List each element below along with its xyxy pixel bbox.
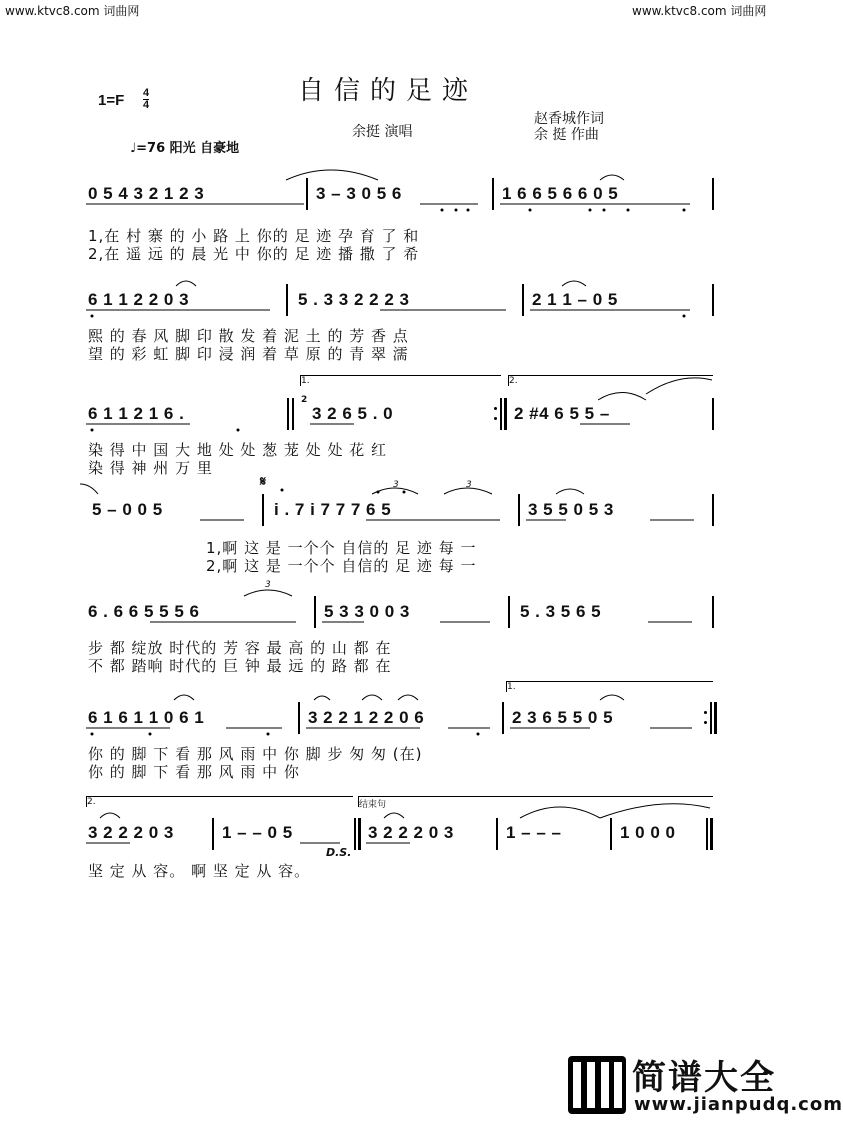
row7-lyric: 坚 定 从 容。 啊 坚 定 从 容。 [88, 862, 311, 880]
row6-bar2-notes: 3 2 2 1 2 2 0 6 [308, 708, 425, 727]
row2-lyric-verse1: 熙 的 春 风 脚 印 散 发 着 泥 土 的 芳 香 点 [88, 327, 409, 345]
header-left: www.ktvc8.com 词曲网 [5, 4, 140, 18]
row5-bar2-notes: 5 3 3 0 0 3 [324, 602, 410, 621]
logo-title: 简谱大全 [632, 1058, 776, 1098]
tie-arc [600, 804, 710, 818]
row3-lyric-verse1: 染 得 中 国 大 地 处 处 葱 茏 处 处 花 红 [88, 441, 387, 459]
volta-second-label: 2. [509, 376, 518, 386]
row2-bar1-notes: 6 1 1 2 2 0 3 [88, 290, 190, 309]
row1-bar2-notes: 3 – 3 0 5 6 [316, 184, 402, 203]
row1-lyric-verse2: 2,在 遥 远 的 晨 光 中 你的 足 迹 播 撒 了 希 [88, 245, 420, 263]
row6-lyric-verse2: 你 的 脚 下 看 那 风 雨 中 你 [88, 763, 300, 781]
segno-sign: 𝄋 [260, 474, 267, 490]
lyricist-credit: 赵香城作词 [534, 111, 604, 127]
row6-bar1-notes: 6 1 6 1 1 0 6 1 [88, 708, 205, 727]
row2-bar2-notes: 5 . 3 3 2 2 2 3 [298, 290, 410, 309]
octave-dot [477, 733, 480, 736]
octave-dot [149, 733, 152, 736]
octave-dot [403, 491, 406, 494]
triplet-mark: 3 [393, 480, 399, 490]
octave-dot [377, 491, 380, 494]
song-title: 自信的足迹 [298, 76, 479, 106]
slur-arc [600, 695, 624, 700]
site-logo [568, 1048, 843, 1118]
tempo-marking: ♩=76 阳光 自豪地 [130, 141, 240, 156]
tie-arc [286, 170, 378, 180]
volta-first-label: 1. [301, 376, 310, 386]
row3-bar2-notes: 3 2 6 5 . 0 [312, 404, 394, 423]
slur-arc [562, 281, 586, 286]
slur-arc [314, 696, 330, 700]
octave-dot [91, 315, 94, 318]
row7-bar3-notes: 3 2 2 2 0 3 [368, 823, 454, 842]
row1-lyric-verse1: 1,在 村 寨 的 小 路 上 你的 足 迹 孕 育 了 和 [88, 227, 420, 245]
piano-icon [568, 1056, 626, 1114]
triplet-mark: 3 [466, 480, 472, 490]
octave-dot [683, 315, 686, 318]
triplet-arc [444, 488, 492, 494]
row3-lyric-verse2: 染 得 神 州 万 里 [88, 459, 213, 477]
row7-bar4-notes: 1 – – – [506, 823, 562, 842]
slur-arc [384, 813, 404, 818]
row4-bar2-notes: i . 7 i 7 7 7 6 5 [274, 500, 392, 519]
octave-dot [467, 209, 470, 212]
row6-lyric-verse1: 你 的 脚 下 看 那 风 雨 中 你 脚 步 匆 匆 (在) [88, 745, 423, 763]
row5-bar3-notes: 5 . 3 5 6 5 [520, 602, 602, 621]
slur-arc [398, 695, 418, 700]
row1-bar3-notes: 1 6 6 5 6 6 0 5 [502, 184, 619, 203]
row7-bar2-notes: 1 – – 0 5 [222, 823, 293, 842]
octave-dot [91, 733, 94, 736]
slur-arc [362, 695, 382, 700]
octave-dot [237, 429, 240, 432]
time-sig-bottom: 4 [143, 99, 150, 111]
row4-lyric-verse1: 1,啊 这 是 一个个 自信的 足 迹 每 一 [206, 539, 477, 557]
slur-arc [600, 175, 624, 180]
octave-dot [455, 209, 458, 212]
octave-dot [267, 733, 270, 736]
row2-lyric-verse2: 望 的 彩 虹 脚 印 浸 润 着 草 原 的 青 翠 濡 [88, 345, 409, 363]
key-signature: 1=F [98, 92, 125, 109]
triplet-mark: 3 [265, 580, 271, 590]
volta-ending-label: 结束句 [359, 800, 387, 810]
time-sig-top: 4 [143, 87, 150, 99]
row3-bar3-notes: 2 #4 6 5 5 – [514, 404, 610, 423]
tie-arc [520, 807, 600, 818]
slur-arc [174, 695, 194, 700]
composer-credit: 余 挺 作曲 [534, 127, 599, 143]
row5-lyric-verse1: 步 都 绽放 时代的 芳 容 最 高 的 山 都 在 [88, 639, 392, 657]
octave-dot [91, 429, 94, 432]
octave-dot [529, 209, 532, 212]
tie-arc [646, 378, 712, 394]
row4-bar1-notes: 5 – 0 0 5 [92, 500, 163, 519]
octave-dot [683, 209, 686, 212]
row2-bar3-notes: 2 1 1 – 0 5 [532, 290, 618, 309]
slur-arc [100, 813, 120, 818]
row7-bar1-notes: 3 2 2 2 0 3 [88, 823, 174, 842]
row4-lyric-verse2: 2,啊 这 是 一个个 自信的 足 迹 每 一 [206, 557, 477, 575]
logo-url: www.jianpudq.com [634, 1094, 843, 1115]
slur-arc [556, 489, 584, 494]
triplet-arc [244, 590, 292, 596]
octave-dot [441, 209, 444, 212]
row5-lyric-verse2: 不 都 踏响 时代的 巨 钟 最 远 的 路 都 在 [88, 657, 392, 675]
slur-arc [598, 393, 646, 401]
grace-note: 2 [301, 395, 308, 405]
slur-arc [176, 281, 196, 286]
octave-dot [627, 209, 630, 212]
tie-arc [80, 484, 98, 494]
octave-dot [603, 209, 606, 212]
octave-dot [281, 489, 284, 492]
singer-credit: 余挺 演唱 [352, 124, 413, 140]
volta-second-label: 2. [87, 797, 96, 807]
octave-dot [589, 209, 592, 212]
ds-marking: D.S. [326, 846, 352, 859]
row1-bar1-notes: 0 5 4 3 2 1 2 3 [88, 184, 205, 203]
row4-bar3-notes: 3 5 5 0 5 3 [528, 500, 614, 519]
header-right: www.ktvc8.com 词曲网 [632, 4, 767, 18]
volta-first-label: 1. [507, 682, 516, 692]
row6-bar3-notes: 2 3 6 5 5 0 5 [512, 708, 614, 727]
row7-bar5-notes: 1 0 0 0 [620, 823, 676, 842]
row5-bar1-notes: 6 . 6 6 5 5 5 6 [88, 602, 200, 621]
row3-bar1-notes: 6 1 1 2 1 6 . [88, 404, 185, 423]
